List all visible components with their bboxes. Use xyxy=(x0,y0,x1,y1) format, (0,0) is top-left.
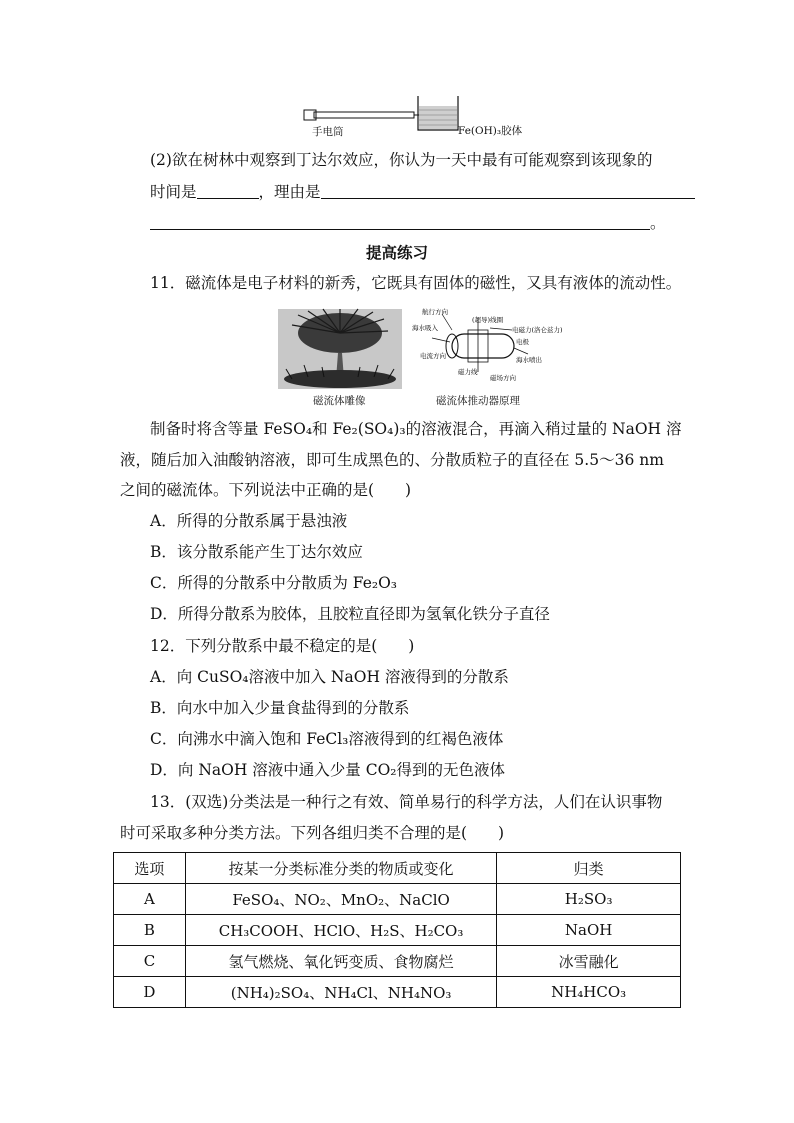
label-current: 电流方向 xyxy=(420,352,446,360)
table-cell: B xyxy=(114,915,186,946)
table-cell: D xyxy=(114,977,186,1008)
q12-stem: 12．下列分散系中最不稳定的是( ) xyxy=(150,637,415,655)
table-row[interactable] xyxy=(114,915,681,946)
table-header-row xyxy=(114,853,681,884)
q11-body-line1: 制备时将含等量 FeSO₄和 Fe₂(SO₄)₃的溶液混合，再滴入稍过量的 NaOH 溶 xyxy=(150,420,682,438)
label-outlet: 海水喷出 xyxy=(516,356,542,364)
answer-blank-time[interactable] xyxy=(197,182,259,199)
q12-option-d[interactable]: D．向 NaOH 溶液中通入少量 CO₂得到的无色液体 xyxy=(150,761,506,779)
table-cell: (NH₄)₂SO₄、NH₄Cl、NH₄NO₃ xyxy=(185,977,496,1008)
table-cell: 冰雪融化 xyxy=(497,946,681,977)
diagram-caption: 磁流体推动器原理 xyxy=(436,395,520,407)
ferrofluid-sculpture-image xyxy=(278,309,402,389)
table-cell: H₂SO₃ xyxy=(497,884,681,915)
mhd-thruster-diagram xyxy=(412,308,563,388)
table-cell: FeSO₄、NO₂、MnO₂、NaClO xyxy=(185,884,496,915)
photo-caption: 磁流体雕像 xyxy=(313,395,366,407)
q13-stem-line2: 时可采取多种分类方法。下列各组归类不合理的是( ) xyxy=(120,824,505,842)
q11-intro: 11．磁流体是电子材料的新秀，它既具有固体的磁性，又具有液体的流动性。 xyxy=(150,274,682,292)
table-header-cell: 按某一分类标准分类的物质或变化 xyxy=(185,853,496,884)
flashlight-body xyxy=(314,112,414,118)
table-row[interactable] xyxy=(114,884,681,915)
q11-option-a[interactable]: A．所得的分散系属于悬浊液 xyxy=(150,512,348,530)
q10-part2-line2: 时间是 ，理由是 xyxy=(150,181,695,203)
colloid-liquid xyxy=(419,106,457,129)
label-lorentz: 电磁力(洛仑兹力) xyxy=(512,326,563,334)
label-electrode: 电极 xyxy=(516,338,529,346)
ferrofluid-sculpture-photo xyxy=(278,309,402,389)
q13-stem-line1: 13．(双选)分类法是一种行之有效、简单易行的科学方法，人们在认识事物 xyxy=(150,793,663,811)
q12-option-b[interactable]: B．向水中加入少量食盐得到的分散系 xyxy=(150,699,410,717)
q11-option-b[interactable]: B．该分散系能产生丁达尔效应 xyxy=(150,543,363,561)
classification-table xyxy=(113,852,681,1008)
table-cell: CH₃COOH、HClO、H₂S、H₂CO₃ xyxy=(185,915,496,946)
table-row[interactable] xyxy=(114,946,681,977)
flashlight-label: 手电筒 xyxy=(312,126,344,138)
label-coil: (超导)线圈 xyxy=(472,316,504,324)
q10-part2-line3: 。 xyxy=(150,212,666,234)
table-row[interactable] xyxy=(114,977,681,1008)
q10-part2-line1: (2)欲在树林中观察到丁达尔效应，你认为一天中最有可能观察到该现象的 xyxy=(150,151,653,169)
label-nav-direction: 航行方向 xyxy=(422,308,448,316)
table-cell: A xyxy=(114,884,186,915)
q12-option-c[interactable]: C．向沸水中滴入饱和 FeCl₃溶液得到的红褐色液体 xyxy=(150,730,504,748)
label-flux: 磁力线 xyxy=(458,368,478,376)
table-cell: NaOH xyxy=(497,915,681,946)
table-header-cell: 选项 xyxy=(114,853,186,884)
label-field: 磁场方向 xyxy=(490,374,516,382)
section-heading: 提高练习 xyxy=(365,243,428,262)
q12-option-a[interactable]: A．向 CuSO₄溶液中加入 NaOH 溶液得到的分散系 xyxy=(150,668,509,686)
q11-option-c[interactable]: C．所得的分散系中分散质为 Fe₂O₃ xyxy=(150,574,398,592)
table-cell: C xyxy=(114,946,186,977)
table-cell: 氢气燃烧、氧化钙变质、食物腐烂 xyxy=(185,946,496,977)
table-header-cell: 归类 xyxy=(497,853,681,884)
answer-blank-reason[interactable] xyxy=(321,182,695,199)
q11-body-line2: 液，随后加入油酸钠溶液，即可生成黑色的、分散质粒子的直径在 5.5～36 nm xyxy=(120,451,664,469)
colloid-label: Fe(OH)₃胶体 xyxy=(458,125,523,137)
table-cell: NH₄HCO₃ xyxy=(497,977,681,1008)
thruster-tube xyxy=(452,334,514,358)
answer-blank-reason-cont[interactable] xyxy=(150,213,650,230)
label-inlet: 海水吸入 xyxy=(412,324,438,332)
q11-option-d[interactable]: D．所得分散系为胶体，且胶粒直径即为氢氧化铁分子直径 xyxy=(150,605,550,623)
q11-body-line3: 之间的磁流体。下列说法中正确的是( ) xyxy=(120,481,412,499)
